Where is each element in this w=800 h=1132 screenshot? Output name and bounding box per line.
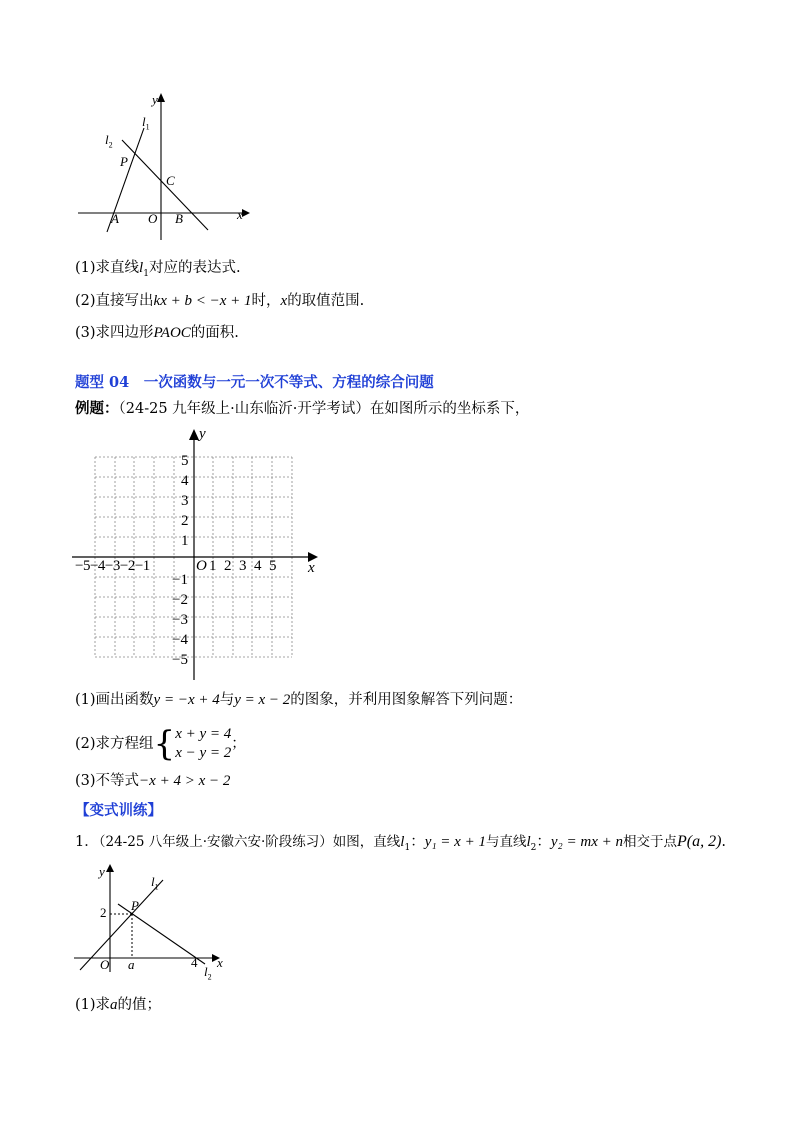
fig1-y-label: y <box>152 92 158 107</box>
fig3-four-label: 4 <box>191 955 198 970</box>
figure-1-lines <box>70 90 260 250</box>
fig1-origin: O <box>148 211 158 226</box>
fig3-l1-label: $l_1$ <box>151 874 159 892</box>
q2-part2: (2)求方程组{ x + y = 4 x − y = 2 ； <box>75 724 246 764</box>
section-title: 题型 04 一次函数与一元一次不等式、方程的综合问题 <box>75 374 434 391</box>
example-line: 例题：（24-25 九年级上·山东临沂·开学考试）在如图所示的坐标系下， <box>75 400 530 417</box>
grid-y-positive-ticks: 5 4 3 2 1 <box>181 453 189 549</box>
q1-part1: (1)求直线$l_1$对应的表达式. <box>75 260 241 279</box>
fig3-y-two: 2 <box>100 905 107 920</box>
q1-part2: (2)直接写出kx + b < −x + 1时，x的取值范围. <box>75 293 365 309</box>
system-brace: { <box>153 724 176 764</box>
grid-x-positive-ticks: 1 2 3 4 5 <box>209 558 277 574</box>
fig1-l1-label: $l_1$ <box>142 114 150 132</box>
grid-y-negative-ticks: −1 −2 −3 −4 −5 <box>172 572 188 668</box>
fig3-y-label: y <box>99 864 105 879</box>
fig3-a-label: a <box>128 957 135 972</box>
practice-title: 【变式训练】 <box>75 802 162 819</box>
fig1-line-l1 <box>122 140 208 230</box>
grid-y-arrow <box>189 429 199 440</box>
fig1-y-arrow <box>157 93 165 102</box>
fig1-x-arrow <box>242 209 250 217</box>
fig3-l2-label: $l_2$ <box>204 964 212 982</box>
grid-x-negative-ticks: −5−4−3−2−1 <box>75 558 150 574</box>
q2-part3: (3)不等式−x + 4 > x − 2 <box>75 773 231 789</box>
fig1-point-c: C <box>166 173 175 188</box>
fig3-point-p: P <box>131 898 139 913</box>
grid-y-label: y <box>199 426 206 442</box>
fig1-x-label: x <box>237 207 243 222</box>
fig1-point-p: P <box>120 154 128 169</box>
fig3-x-label: x <box>217 955 223 970</box>
q1-part3: (3)求四边形PAOC的面积. <box>75 325 239 341</box>
grid-origin: O <box>196 558 207 574</box>
fig1-point-a: A <box>111 211 119 226</box>
q3-part1: (1)求a的值； <box>75 997 162 1013</box>
fig1-l2-label: $l_2$ <box>105 132 113 150</box>
fig3-y-arrow <box>106 864 114 872</box>
q2-part1: (1)画出函数y = −x + 4与y = x − 2的图象，并利用图象解答下列问题： <box>75 692 523 708</box>
grid-x-label: x <box>308 560 315 576</box>
practice-question-1: 1．（24-25 八年级上·安徽六安·阶段练习）如图，直线$l_1$：y₁ = x + 1与直线$l_2$：y₂ = mx + n相交于点P(a, 2). <box>75 833 727 853</box>
fig3-line-l1 <box>80 880 163 970</box>
grid-figure <box>70 425 330 685</box>
fig3-origin: O <box>100 957 110 972</box>
fig1-point-b: B <box>175 211 183 226</box>
